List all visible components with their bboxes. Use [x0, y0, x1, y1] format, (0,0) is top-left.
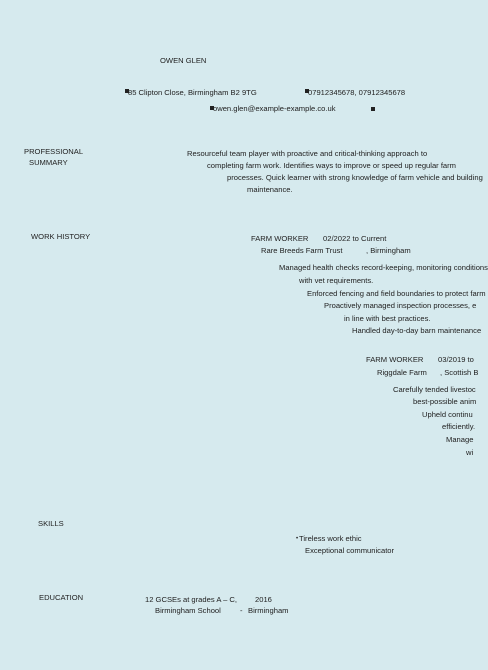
bullet-icon: •	[296, 536, 299, 542]
job-duty: Handled day-to-day barn maintenance	[352, 326, 482, 335]
address: 85 Clipton Close, Birmingham B2 9TG	[128, 88, 257, 97]
job-duty: Enforced fencing and field boundaries to protect farm	[307, 289, 486, 298]
candidate-name: OWEN GLEN	[160, 56, 207, 65]
summary-line: processes. Quick learner with strong knowledge of farm vehicle and building	[227, 173, 483, 182]
work-history-heading: WORK HISTORY	[31, 232, 91, 241]
phone[interactable]: 07912345678, 07912345678	[308, 88, 406, 97]
job-location: , Scottish B	[440, 368, 479, 377]
job-duty: Managed health checks record-keeping, monitoring conditions	[279, 263, 488, 272]
education-heading: EDUCATION	[39, 593, 84, 602]
summary-line: completing farm work. Identifies ways to improve or speed up regular farm	[207, 161, 457, 170]
link-icon	[371, 107, 375, 111]
summary-heading: PROFESSIONAL	[24, 147, 84, 156]
summary-heading-line2: SUMMARY	[29, 158, 68, 167]
job-duty: Proactively managed inspection processes, e	[324, 301, 477, 310]
job-duty: wi	[466, 448, 474, 457]
summary-line: maintenance.	[247, 185, 293, 194]
job-duty: Carefully tended livestoc	[393, 385, 476, 394]
skills-heading: SKILLS	[38, 519, 64, 528]
job-duty: best-possible anim	[413, 397, 477, 406]
skill-item: Tireless work ethic	[299, 534, 362, 543]
job-employer: Rare Breeds Farm Trust	[261, 246, 343, 255]
education-year: 2016	[255, 595, 272, 604]
job-employer: Riggdale Farm	[377, 368, 427, 377]
job-duty: efficiently.	[442, 422, 476, 431]
education-separator: -	[240, 606, 243, 615]
job-duty: with vet requirements.	[299, 276, 374, 285]
job-duty: Manage	[446, 435, 474, 444]
job-dates: 03/2019 to	[438, 355, 474, 364]
job-duty: in line with best practices.	[344, 314, 431, 323]
job-title: FARM WORKER	[366, 355, 424, 364]
job-duty: Upheld continu	[422, 410, 473, 419]
skill-item: Exceptional communicator	[305, 546, 395, 555]
email[interactable]: owen.glen@example-example.co.uk	[213, 104, 336, 113]
education-school: Birmingham School	[155, 606, 221, 615]
education-qualification: 12 GCSEs at grades A – C,	[145, 595, 238, 604]
job-location: , Birmingham	[366, 246, 411, 255]
job-dates: 02/2022 to Current	[323, 234, 387, 243]
summary-line: Resourceful team player with proactive and critical-thinking approach to	[187, 149, 428, 158]
education-location: Birmingham	[248, 606, 289, 615]
job-title: FARM WORKER	[251, 234, 309, 243]
